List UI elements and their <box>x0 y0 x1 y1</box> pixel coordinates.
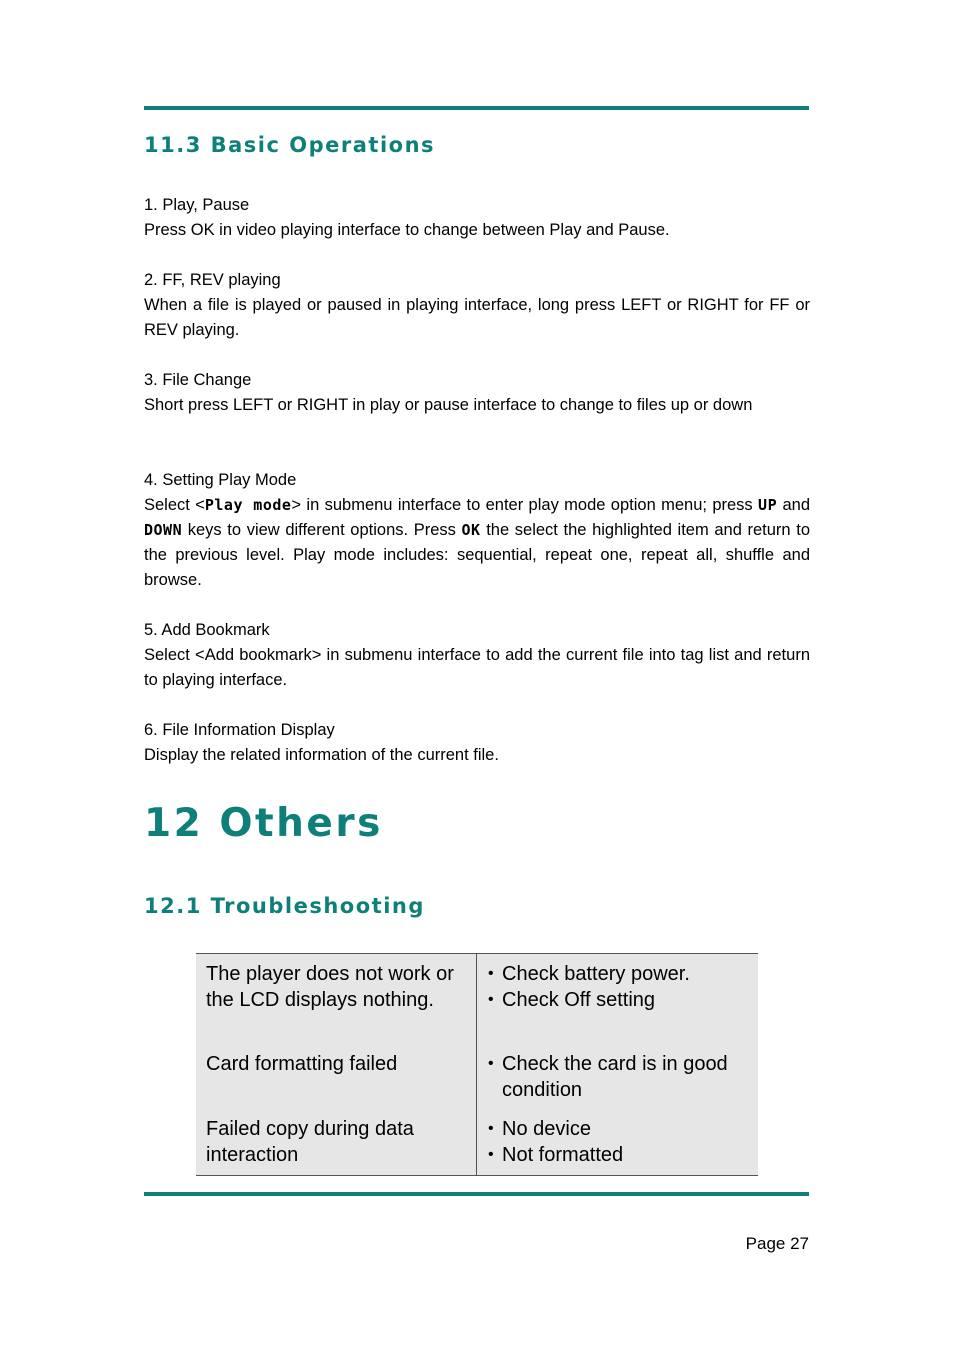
key-up: UP <box>758 496 778 514</box>
problem-cell: Failed copy during data interaction <box>206 1118 414 1166</box>
solution-text: Not formatted <box>502 1144 624 1166</box>
solution-text: Check battery power. <box>502 963 690 985</box>
desc-text: the select the highlighted item and return to the previous level. Play mode includes: sequential, repeat one, repeat all, shuffle and browse. <box>144 521 810 589</box>
section-heading-11-3: 11.3 Basic Operations <box>144 133 436 157</box>
item-description: Select <Add bookmark> in submenu interface to add the current file into tag list and return to playing interface. <box>144 646 810 689</box>
item-setting-play-mode <box>144 468 810 593</box>
problem-cell: The player does not work or the LCD displays nothing. <box>206 963 454 1011</box>
solution-item <box>488 987 750 1013</box>
item-play-pause <box>144 193 810 243</box>
item-description <box>144 493 810 593</box>
key-play-mode: Play mode <box>204 496 292 514</box>
solution-cell <box>488 961 750 1013</box>
item-description: Display the related information of the current file. <box>144 746 499 764</box>
solution-text: No device <box>502 1118 591 1140</box>
solution-item <box>488 1116 750 1142</box>
item-description: Press OK in video playing interface to change between Play and Pause. <box>144 221 670 239</box>
solution-text: Check Off setting <box>502 989 656 1011</box>
key-ok: OK <box>461 521 481 539</box>
item-ff-rev <box>144 268 810 343</box>
section-heading-12-1: 12.1 Troubleshooting <box>144 894 425 918</box>
item-add-bookmark <box>144 618 810 693</box>
item-title: 2. FF, REV playing <box>144 271 281 289</box>
item-description: When a file is played or paused in playing interface, long press LEFT or RIGHT for FF or REV playing. <box>144 296 810 339</box>
item-title: 3. File Change <box>144 371 252 389</box>
footer-rule <box>144 1192 809 1196</box>
item-description: Short press LEFT or RIGHT in play or pause interface to change to files up or down <box>144 396 753 414</box>
bullet: • <box>488 991 494 1008</box>
bullet: • <box>488 1120 494 1137</box>
item-title: 1. Play, Pause <box>144 196 250 214</box>
bullet: • <box>488 1055 494 1072</box>
table-divider <box>476 954 477 1175</box>
desc-text: > in submenu interface to enter play mode option menu; press <box>291 496 759 514</box>
desc-text: keys to view different options. Press <box>182 521 462 539</box>
chapter-heading-12: 12 Others <box>144 801 383 846</box>
header-rule <box>144 106 809 110</box>
solution-item <box>488 1051 750 1103</box>
item-title: 5. Add Bookmark <box>144 621 270 639</box>
bullet: • <box>488 1146 494 1163</box>
solution-item <box>488 1142 750 1168</box>
solution-item <box>488 961 750 987</box>
item-file-change <box>144 368 810 418</box>
key-down: DOWN <box>144 521 183 539</box>
desc-text: Select < <box>144 496 205 514</box>
solution-text: Check the card is in good condition <box>502 1053 728 1101</box>
problem-cell: Card formatting failed <box>206 1053 398 1075</box>
item-file-information <box>144 718 810 768</box>
desc-text: and <box>777 496 810 514</box>
bullet: • <box>488 965 494 982</box>
troubleshooting-table <box>196 953 758 1176</box>
item-title: 4. Setting Play Mode <box>144 471 297 489</box>
item-title: 6. File Information Display <box>144 721 335 739</box>
page-number: Page 27 <box>745 1234 809 1253</box>
solution-cell <box>488 1116 750 1168</box>
solution-cell <box>488 1051 750 1103</box>
